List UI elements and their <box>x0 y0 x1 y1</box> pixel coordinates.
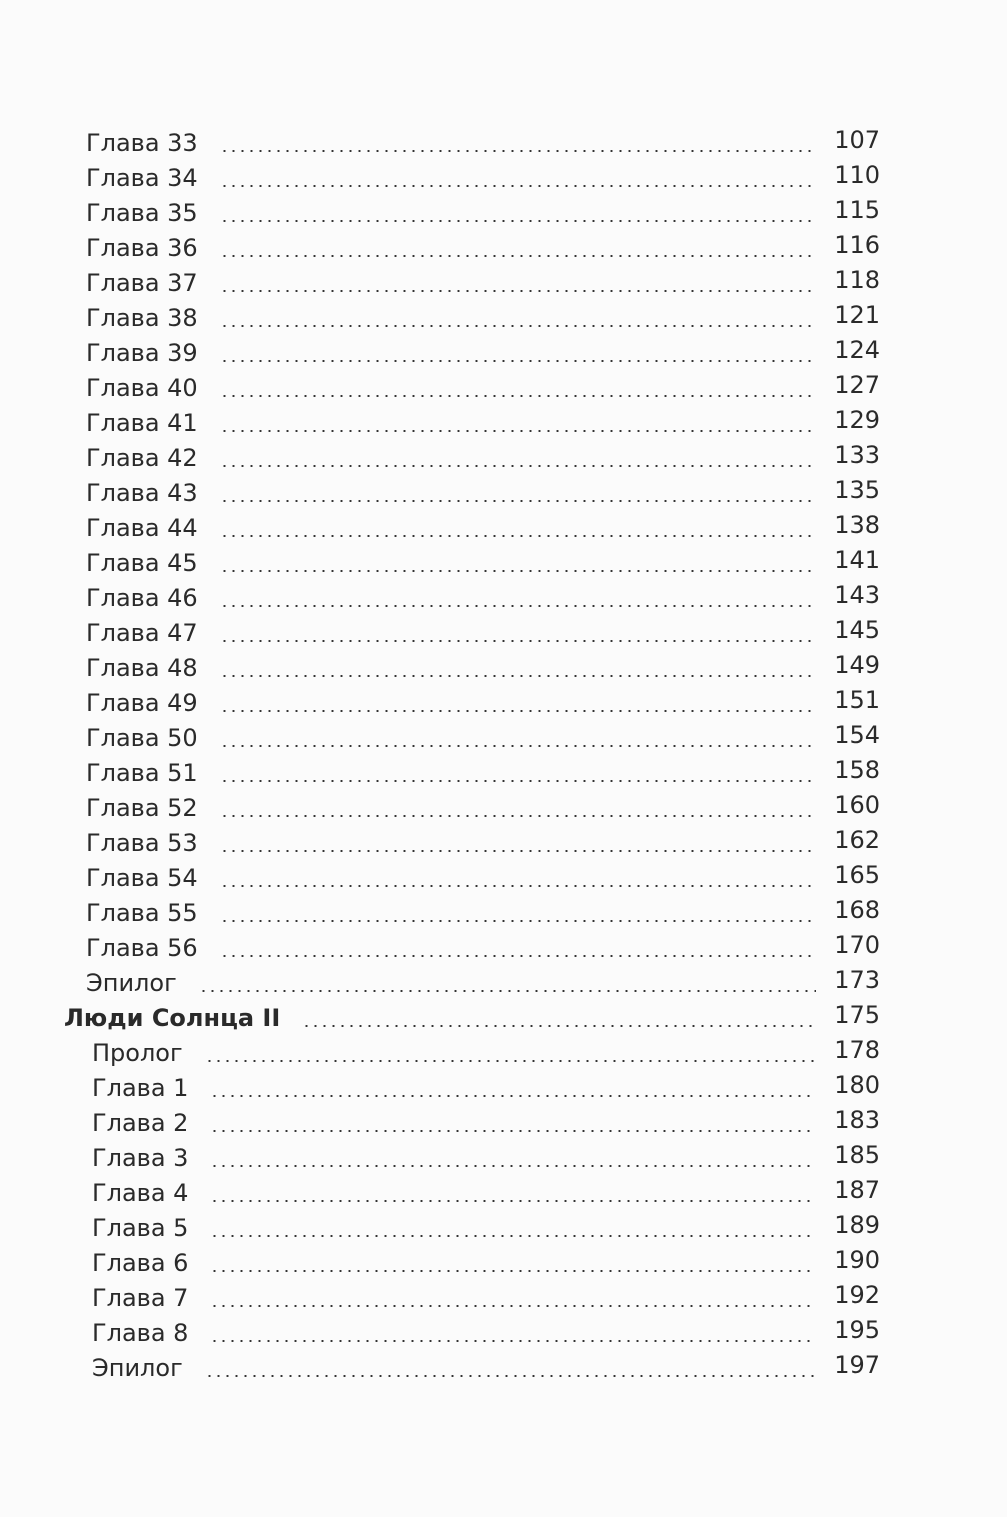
toc-entry-page-number: 135 <box>834 476 880 504</box>
toc-entry-title: Глава 43 <box>86 479 198 507</box>
toc-entry <box>60 231 880 266</box>
dot-leader <box>220 535 816 537</box>
toc-entry-title: Глава 54 <box>86 864 198 892</box>
toc-entry-title: Глава 5 <box>92 1214 189 1242</box>
toc-entry-title: Глава 53 <box>86 829 198 857</box>
toc-entry-page-number: 189 <box>834 1211 880 1239</box>
toc-entry <box>60 301 880 336</box>
toc-entry-title: Глава 39 <box>86 339 198 367</box>
dot-leader <box>220 150 816 152</box>
toc-entry-page-number: 110 <box>834 161 880 189</box>
toc-entry-page-number: 118 <box>834 266 880 294</box>
toc-entry-title: Глава 55 <box>86 899 198 927</box>
dot-leader <box>220 395 816 397</box>
toc-entry <box>60 791 880 826</box>
toc-entry-title: Глава 36 <box>86 234 198 262</box>
toc-entry-title: Глава 7 <box>92 1284 189 1312</box>
toc-entry-title: Глава 46 <box>86 584 198 612</box>
toc-entry-title: Глава 41 <box>86 409 198 437</box>
toc-entry-title: Глава 6 <box>92 1249 189 1277</box>
toc-entry <box>60 161 880 196</box>
dot-leader <box>220 605 816 607</box>
dot-leader <box>220 955 816 957</box>
toc-entry <box>60 826 880 861</box>
toc-entry-page-number: 127 <box>834 371 880 399</box>
toc-entry-page-number: 180 <box>834 1071 880 1099</box>
toc-entry-title: Глава 52 <box>86 794 198 822</box>
toc-entry-page-number: 168 <box>834 896 880 924</box>
toc-entry <box>60 511 880 546</box>
toc-entry-page-number: 154 <box>834 721 880 749</box>
toc-entry-page-number: 115 <box>834 196 880 224</box>
toc-entry <box>60 581 880 616</box>
toc-entry-page-number: 145 <box>834 616 880 644</box>
toc-entry-title: Глава 44 <box>86 514 198 542</box>
toc-entry <box>60 476 880 511</box>
dot-leader <box>220 710 816 712</box>
toc-entry <box>60 861 880 896</box>
dot-leader <box>210 1340 816 1342</box>
toc-entry-title: Глава 40 <box>86 374 198 402</box>
dot-leader <box>210 1305 816 1307</box>
dot-leader <box>210 1165 816 1167</box>
toc-entry-title: Глава 42 <box>86 444 198 472</box>
toc-entry-title: Глава 4 <box>92 1179 189 1207</box>
toc-entry <box>60 1071 880 1106</box>
toc-entry <box>60 1246 880 1281</box>
dot-leader <box>210 1130 816 1132</box>
dot-leader <box>220 920 816 922</box>
toc-entry-page-number: 124 <box>834 336 880 364</box>
toc-entry <box>60 756 880 791</box>
dot-leader <box>220 430 816 432</box>
toc-entry <box>60 1281 880 1316</box>
toc-entry-page-number: 185 <box>834 1141 880 1169</box>
dot-leader <box>199 990 816 992</box>
toc-entry-title: Глава 1 <box>92 1074 189 1102</box>
toc-entry <box>60 1316 880 1351</box>
toc-entry-title: Глава 2 <box>92 1109 189 1137</box>
toc-entry-title: Глава 37 <box>86 269 198 297</box>
dot-leader <box>220 325 816 327</box>
dot-leader <box>220 220 816 222</box>
dot-leader <box>220 885 816 887</box>
toc-entry-title: Глава 47 <box>86 619 198 647</box>
toc-section-heading <box>60 1001 880 1036</box>
toc-entry <box>60 721 880 756</box>
dot-leader <box>210 1095 816 1097</box>
toc-entry <box>60 616 880 651</box>
toc-entry-title: Люди Солнца II <box>64 1004 281 1032</box>
dot-leader <box>210 1200 816 1202</box>
toc-entry-title: Глава 38 <box>86 304 198 332</box>
dot-leader <box>220 500 816 502</box>
toc-entry <box>60 1141 880 1176</box>
toc-entry-page-number: 170 <box>834 931 880 959</box>
toc-entry <box>60 896 880 931</box>
toc-entry-title: Глава 34 <box>86 164 198 192</box>
dot-leader <box>220 465 816 467</box>
dot-leader <box>220 360 816 362</box>
toc-entry <box>60 441 880 476</box>
toc-entry <box>60 1176 880 1211</box>
toc-entry-title: Глава 8 <box>92 1319 189 1347</box>
dot-leader <box>302 1025 816 1027</box>
dot-leader <box>220 255 816 257</box>
toc-entry-page-number: 107 <box>834 126 880 154</box>
toc-entry <box>60 686 880 721</box>
toc-entry-page-number: 160 <box>834 791 880 819</box>
toc-entry <box>60 1106 880 1141</box>
toc-entry-title: Глава 33 <box>86 129 198 157</box>
toc-entry-title: Эпилог <box>86 969 177 997</box>
toc-entry-page-number: 149 <box>834 651 880 679</box>
toc-entry <box>60 126 880 161</box>
toc-entry-page-number: 143 <box>834 581 880 609</box>
dot-leader <box>210 1270 816 1272</box>
toc-entry <box>60 336 880 371</box>
toc-entry-title: Глава 56 <box>86 934 198 962</box>
toc-entry-page-number: 121 <box>834 301 880 329</box>
toc-entry-title: Глава 3 <box>92 1144 189 1172</box>
dot-leader <box>220 675 816 677</box>
toc-entry <box>60 546 880 581</box>
toc-entry <box>60 406 880 441</box>
dot-leader <box>205 1060 816 1062</box>
dot-leader <box>220 745 816 747</box>
toc-entry <box>60 1036 880 1071</box>
toc-entry-page-number: 190 <box>834 1246 880 1274</box>
toc-entry-page-number: 165 <box>834 861 880 889</box>
toc-entry-page-number: 192 <box>834 1281 880 1309</box>
toc-entry <box>60 371 880 406</box>
toc-entry-page-number: 151 <box>834 686 880 714</box>
toc-entry-page-number: 162 <box>834 826 880 854</box>
toc-entry <box>60 1211 880 1246</box>
toc-entry-page-number: 183 <box>834 1106 880 1134</box>
toc-entry <box>60 651 880 686</box>
toc-entry-page-number: 178 <box>834 1036 880 1064</box>
dot-leader <box>220 185 816 187</box>
dot-leader <box>205 1375 816 1377</box>
toc-entry-title: Глава 45 <box>86 549 198 577</box>
toc-entry-page-number: 175 <box>834 1001 880 1029</box>
toc-entry-page-number: 129 <box>834 406 880 434</box>
toc-entry <box>60 196 880 231</box>
toc-entry-page-number: 197 <box>834 1351 880 1379</box>
toc-entry-title: Глава 50 <box>86 724 198 752</box>
toc-entry <box>60 266 880 301</box>
dot-leader <box>220 290 816 292</box>
toc-entry-page-number: 133 <box>834 441 880 469</box>
toc-entry-page-number: 173 <box>834 966 880 994</box>
toc-entry <box>60 1351 880 1386</box>
toc-entry <box>60 966 880 1001</box>
toc-entry-title: Глава 51 <box>86 759 198 787</box>
toc-entry-page-number: 195 <box>834 1316 880 1344</box>
dot-leader <box>220 780 816 782</box>
toc-entry-page-number: 138 <box>834 511 880 539</box>
toc-entry-page-number: 141 <box>834 546 880 574</box>
toc-entry-title: Глава 48 <box>86 654 198 682</box>
dot-leader <box>210 1235 816 1237</box>
dot-leader <box>220 570 816 572</box>
toc-entry-title: Глава 49 <box>86 689 198 717</box>
dot-leader <box>220 815 816 817</box>
toc-entry-page-number: 187 <box>834 1176 880 1204</box>
dot-leader <box>220 640 816 642</box>
dot-leader <box>220 850 816 852</box>
toc-entry <box>60 931 880 966</box>
toc-entry-title: Глава 35 <box>86 199 198 227</box>
toc-entry-page-number: 158 <box>834 756 880 784</box>
table-of-contents <box>60 126 880 1386</box>
toc-entry-title: Эпилог <box>92 1354 183 1382</box>
toc-entry-title: Пролог <box>92 1039 183 1067</box>
toc-entry-page-number: 116 <box>834 231 880 259</box>
